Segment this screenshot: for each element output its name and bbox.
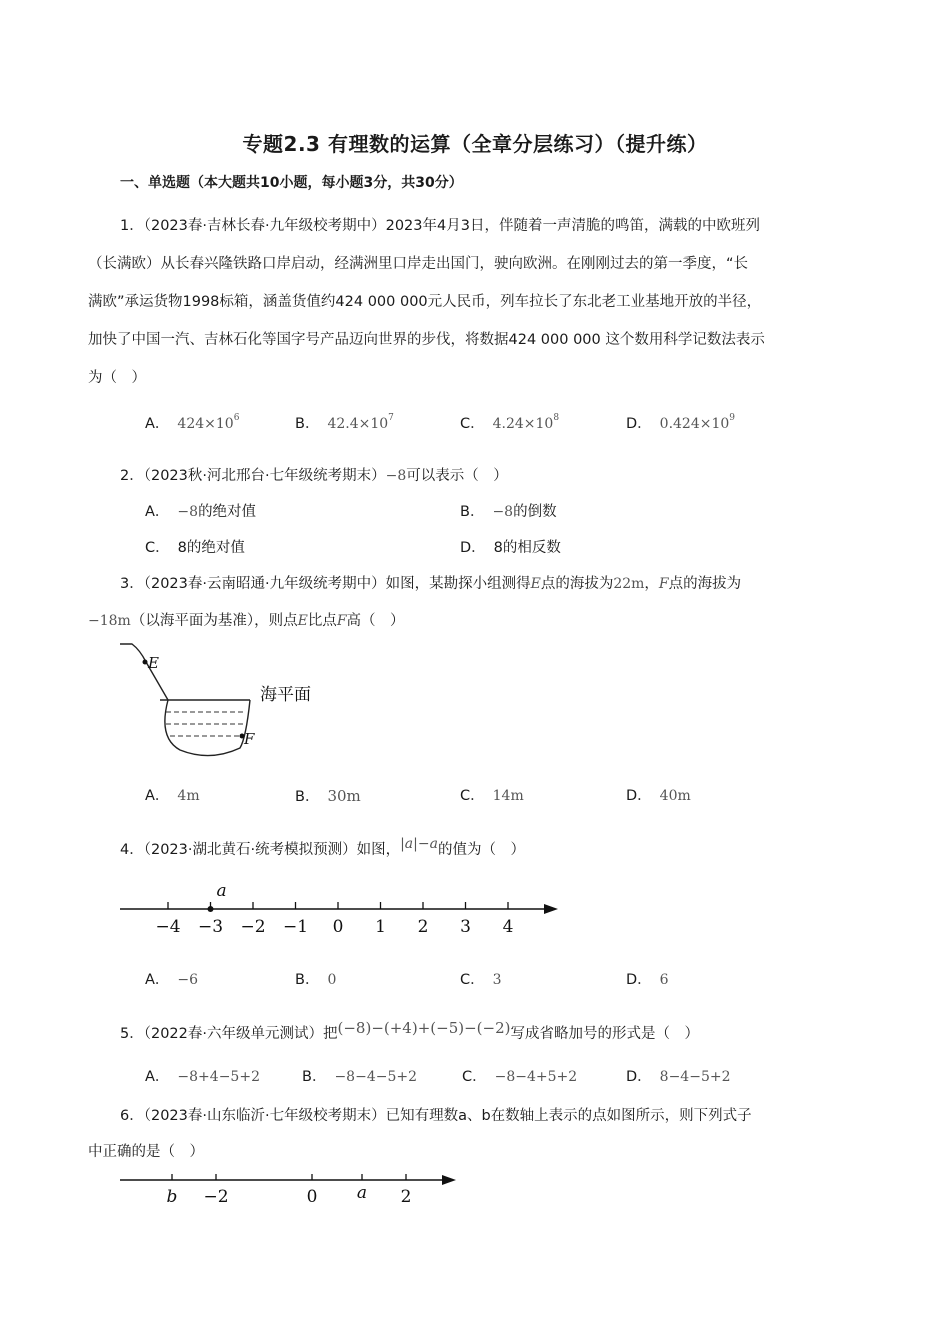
tick-label: −2 [240,917,266,937]
axis-arrow [442,1175,456,1185]
label-sea-level: 海平面 [260,685,311,705]
q5-option-b[interactable]: B． −8−4−5+2 [302,1069,418,1085]
axis-arrow [544,904,558,914]
tick-label: 1 [375,917,386,937]
tick-label: 2 [417,917,429,937]
point-e [143,660,148,665]
q1-line-4: 加快了中国一汽、吉林石化等国字号产品迈向世界的步伐，将数据424 000 000 这个数用科学记数法表示 [88,332,765,348]
q2-option-d[interactable]: D． 8的相反数 [460,540,561,556]
page-title: 专题2.3 有理数的运算（全章分层练习）（提升练） [242,132,708,156]
q3-option-c[interactable]: C． 14m [460,788,524,804]
label-b: b [166,1187,178,1207]
tick-label: −4 [155,917,181,937]
q3-option-d[interactable]: D． 40m [626,788,691,804]
label-e: E [148,654,159,672]
sea-level-figure [110,638,350,768]
tick-label: 4 [502,917,514,937]
q1-line-2: （长满欧）从长春兴隆铁路口岸启动，经满洲里口岸走出国门，驶向欧洲。在刚刚过去的第一季度，“长 [88,256,749,272]
label-f: F [244,730,255,748]
q3-line-1: 3．（2023春·云南昭通·九年级统考期中）如图，某勘探小组测得E点的海拔为22m，F点的海拔为 [120,576,742,592]
tick-label: −3 [197,917,224,937]
label-a: a [216,881,227,901]
tick-label: 0 [332,917,344,937]
q4-option-c[interactable]: C． 3 [460,972,502,988]
q5-option-a[interactable]: A． −8+4−5+2 [145,1069,260,1085]
q1-line-3: 满欧”承运货物1998标箱，涵盖货值约424 000 000元人民币，列车拉长了东北老工业基地开放的半径， [88,294,762,310]
q6-line-2: 中正确的是（ ） [88,1144,204,1160]
q5-stem: 5．（2022春·六年级单元测试）把(−8)−(+4)+(−5)−(−2)写成省略加号的形式是（ ） [120,1019,699,1042]
q6-line-1: 6．（2023春·山东临沂·七年级校考期末）已知有理数a、b在数轴上表示的点如图所示，则下列式子 [120,1108,752,1124]
section-heading: 一、单选题（本大题共10小题，每小题3分，共30分） [120,175,463,191]
q4-option-b[interactable]: B． 0 [295,972,337,988]
label-2: 2 [400,1187,412,1207]
q1-line-5: 为（ ） [88,370,146,386]
q4-stem: 4．（2023·湖北黄石·统考模拟预测）如图，|a|−a的值为（ ） [120,836,525,858]
q2-option-a[interactable]: A． −8的绝对值 [145,504,257,520]
q2-stem: 2．（2023秋·河北邢台·七年级统考期末）−8可以表示（ ） [120,468,508,484]
tick-label: −1 [282,917,309,937]
q1-line-1: 1．（2023春·吉林长春·九年级校考期中）2023年4月3日，伴随着一声清脆的鸣笛，满载的中欧班列 [120,218,760,234]
label-a: a [356,1183,368,1203]
q2-option-c[interactable]: C． 8的绝对值 [145,540,245,556]
q3-option-a[interactable]: A． 4m [145,788,200,804]
q3-line-2: −18m（以海平面为基准），则点E比点F高（ ） [88,613,405,629]
q1-option-d[interactable]: D． $0.424\times 10^9$ [626,413,736,432]
number-line-q4 [110,876,570,946]
q3-option-b[interactable]: B． 30m [295,787,361,805]
q1-option-b[interactable]: B． $42.4\times 10^7$ [295,413,394,432]
q5-option-d[interactable]: D． 8−4−5+2 [626,1069,731,1085]
label-neg2: −2 [203,1187,229,1207]
q1-option-c[interactable]: C． $4.24\times 10^8$ [460,413,560,432]
q5-option-c[interactable]: C． −8−4+5+2 [462,1069,578,1085]
q4-option-d[interactable]: D． 6 [626,972,669,988]
tick-label: 3 [460,917,471,937]
number-line-q6 [110,1164,470,1212]
q4-option-a[interactable]: A． −6 [145,972,199,988]
q1-option-a[interactable]: A． $424\times 10^6$ [145,413,240,432]
q2-option-b[interactable]: B． −8的倒数 [460,504,557,520]
label-0: 0 [306,1187,318,1207]
point-a [208,906,214,912]
